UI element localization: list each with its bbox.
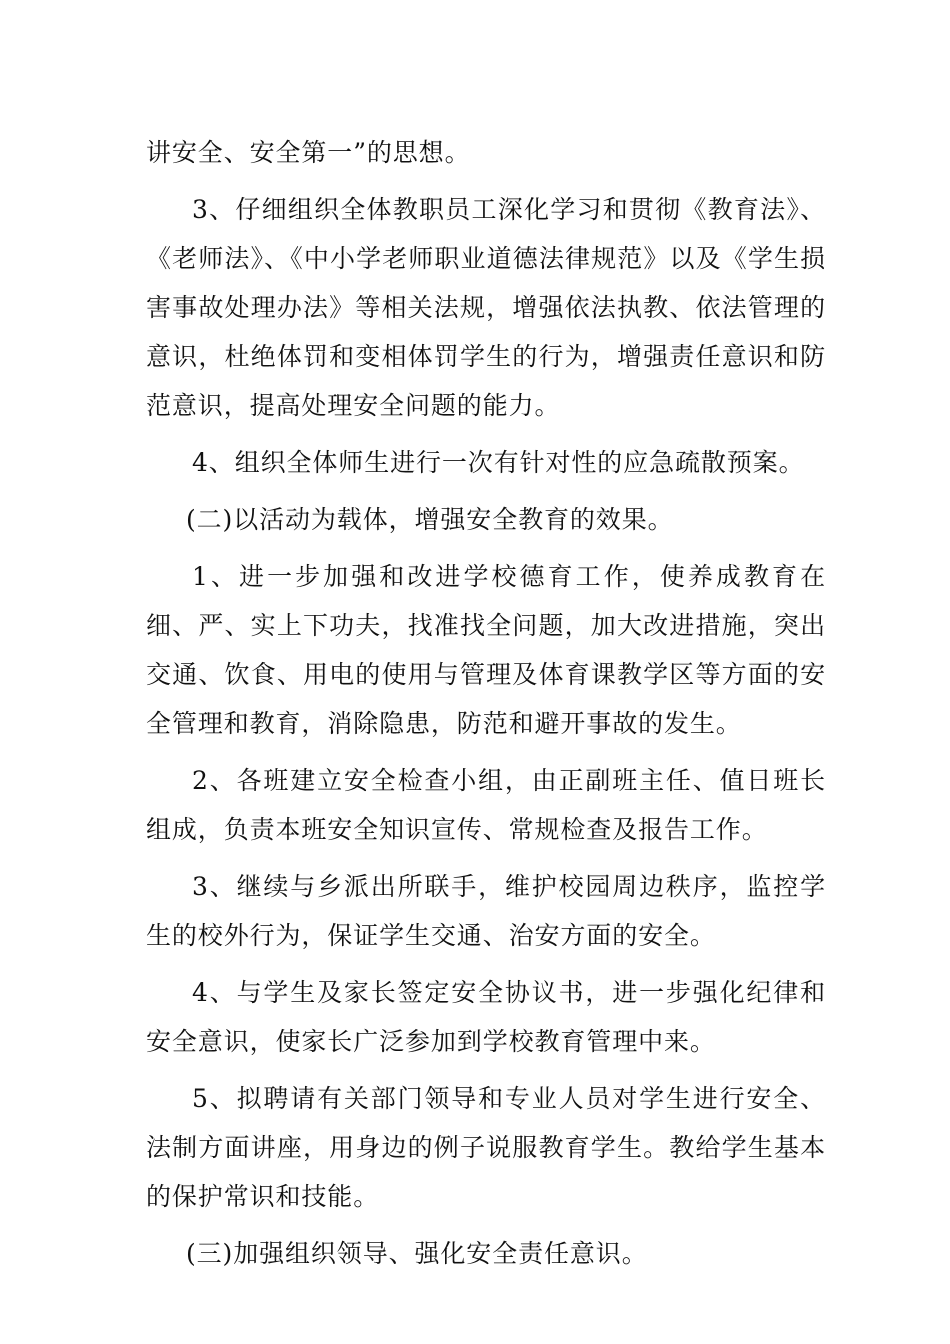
paragraph-item-4-evacuation: 4、组织全体师生进行一次有针对性的应急疏散预案。: [192, 448, 805, 477]
paragraph-continuation: 讲安全、安全第一”的思想。: [146, 138, 471, 167]
paragraph-item-3-laws: 3、仔细组织全体教职员工深化学习和贯彻《教育法》、《老师法》、《中小学老师职业道德法律规范》以及《学生损害事故处理办法》等相关法规，增强依法执教、依法管理的意识，杜绝体罚和变相体罚学生的行为，增强责任意识和防范意识，提高处理安全问题的能力。: [146, 195, 826, 420]
section-heading-3: (三)加强组织领导、强化安全责任意识。: [186, 1239, 648, 1268]
paragraph-item-1-moral-education: 1、进一步加强和改进学校德育工作，使养成教育在细、严、实上下功夫，找准找全问题，加大改进措施，突出交通、饮食、用电的使用与管理及体育课教学区等方面的安全管理和教育，消除隐患，防范和避开事故的发生。: [146, 562, 826, 738]
section-heading-2: (二)以活动为载体，增强安全教育的效果。: [186, 505, 674, 534]
paragraph-item-2-safety-group: 2、各班建立安全检查小组，由正副班主任、值日班长组成，负责本班安全知识宣传、常规检查及报告工作。: [146, 766, 826, 844]
document-body: [146, 128, 826, 1286]
paragraph-item-5-lectures: 5、拟聘请有关部门领导和专业人员对学生进行安全、法制方面讲座，用身边的例子说服教育学生。教给学生基本的保护常识和技能。: [146, 1084, 826, 1211]
paragraph-item-3-police: 3、继续与乡派出所联手，维护校园周边秩序，监控学生的校外行为，保证学生交通、治安方面的安全。: [146, 872, 826, 950]
paragraph-item-4-agreement: 4、与学生及家长签定安全协议书，进一步强化纪律和安全意识，使家长广泛参加到学校教育管理中来。: [146, 978, 826, 1056]
